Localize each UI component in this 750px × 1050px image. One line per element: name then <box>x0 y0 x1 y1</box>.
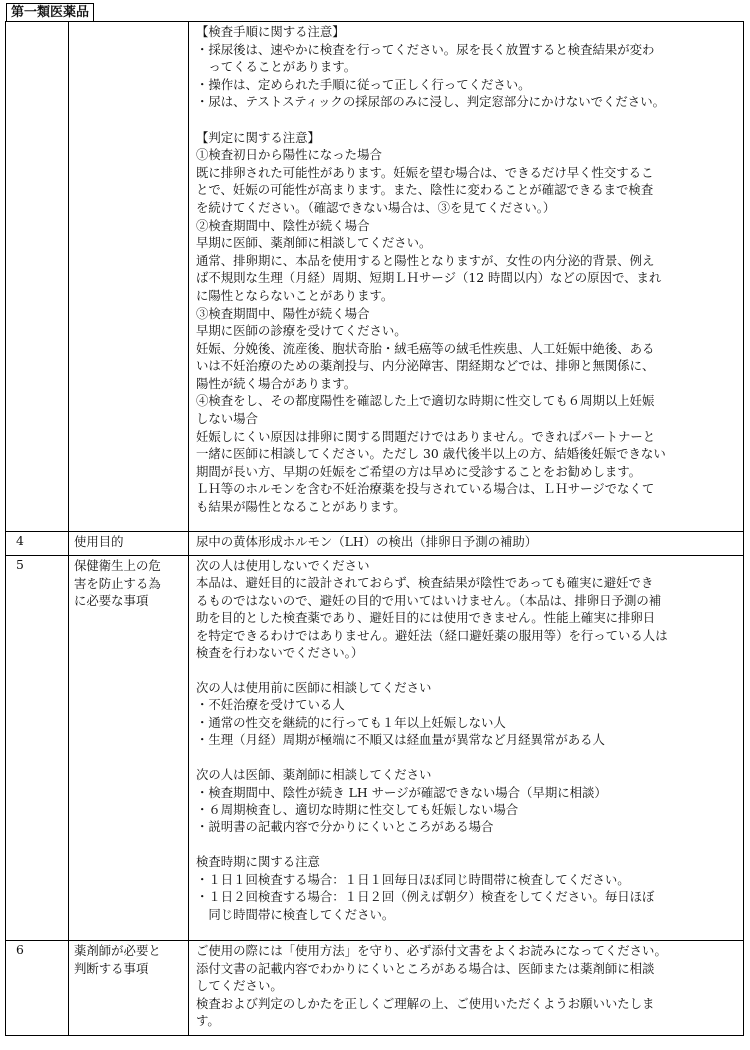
text-line: してください。 <box>196 978 283 994</box>
text-line: ・生理（月経）周期が極端に不順又は経血量が異常など月経異常がある人 <box>196 732 605 748</box>
text-line <box>196 749 739 767</box>
table-row-pharmacist <box>6 941 744 1036</box>
text-line: 妊娠、分娩後、流産後、胞状奇胎・絨毛癌等の絨毛性疾患、人工妊娠中絶後、ある <box>196 340 655 356</box>
text-line: 同じ時間帯に検査してください。 <box>196 906 395 922</box>
text-line: しない場合 <box>196 411 258 427</box>
text-line: 添付文書の記載内容でわかりにくいところがある場合は、医師または薬剤師に相談 <box>196 960 655 976</box>
text-line: 妊娠しにくい原因は排卵に関する問題だけではありません。できればパートナーと <box>196 428 656 444</box>
pharmacist-text <box>196 942 739 1030</box>
row-number: 5 <box>6 556 69 941</box>
text-line: 検査時期に関する注意 <box>196 854 320 870</box>
purpose-text <box>196 533 739 551</box>
text-line: 助を目的とした検査薬であり、避妊目的には使用できません。性能上確実に排卵日 <box>196 610 656 626</box>
text-line: も結果が陽性となることがあります。 <box>196 499 406 515</box>
text-line: を続けてください。（確認できない場合は、③を見てください。） <box>196 199 556 215</box>
text-line: ②検査期間中、陰性が続く場合 <box>196 217 370 233</box>
precautions-text <box>196 557 739 923</box>
text-line: ③検査期間中、陽性が続く場合 <box>196 305 370 321</box>
item-label-lines <box>74 557 186 610</box>
text-line: とで、妊娠の可能性が高まります。また、陰性に変わることが確認できるまで検査 <box>196 182 654 198</box>
text-line: 陽性が続く場合があります。 <box>196 375 357 391</box>
row-number-cell <box>6 22 69 532</box>
text-line: 害を防止する為 <box>74 575 161 591</box>
text-line <box>196 836 739 854</box>
row-number: 6 <box>6 941 69 1036</box>
text-line: ・採尿後は、速やかに検査を行ってください。尿を長く放置すると検査結果が変わ <box>196 41 655 57</box>
text-line: 期間が長い方、早期の妊娠をご希望の方は早めに受診することをお勧めします。 <box>196 463 642 479</box>
info-table <box>5 21 744 1036</box>
item-label <box>69 556 189 941</box>
text-line: 早期に医師の診療を受けてください。 <box>196 323 407 339</box>
text-line: 【検査手順に関する注意】 <box>196 24 345 39</box>
text-line <box>196 661 739 679</box>
content-cell <box>189 941 744 1036</box>
item-label-lines <box>74 942 186 977</box>
text-line: ば不規則な生理（月経）周期、短期ＬＨサージ（12 時間以内）などの原因で、まれ <box>196 270 662 286</box>
text-line: るものではないので、避妊の目的で用いてはいけません。（本品は、排卵日予測の補 <box>196 592 662 608</box>
text-line: ・説明書の記載内容で分かりにくいところがある場合 <box>196 819 494 835</box>
item-label <box>69 532 189 556</box>
text-line: ＬＨ等のホルモンを含む不妊治療薬を投与されている場合は、ＬＨサージでなくて <box>196 481 655 497</box>
text-line: ・６周期検査し、適切な時期に性交しても妊娠しない場合 <box>196 802 519 818</box>
text-line: を特定できるわけではありません。避妊法（経口避妊薬の服用等）を行っている人は <box>196 627 668 643</box>
text-line: ・不妊治療を受けている人 <box>196 697 345 713</box>
row-number: 4 <box>6 532 69 556</box>
text-line: 次の人は使用しないでください <box>196 558 370 573</box>
text-line: ・１日１回検査する場合：１日１回毎日ほぼ同じ時間帯に検査してください。 <box>196 871 630 887</box>
table-row-continuation <box>6 22 744 532</box>
text-line: 次の人は使用前に医師に相談してください <box>196 680 432 696</box>
text-line: 本品は、避妊目的に設計されておらず、検査結果が陰性であっても確実に避妊でき <box>196 575 654 591</box>
text-line: 【判定に関する注意】 <box>196 129 320 145</box>
text-line: 使用目的 <box>74 534 124 549</box>
item-cell <box>69 22 189 532</box>
text-line: 次の人は医師、薬剤師に相談してください <box>196 767 432 783</box>
content-lines <box>196 23 739 516</box>
text-line: 検査および判定のしかたを正しくご理解の上、ご使用いただくようお願いいたしま <box>196 995 655 1011</box>
text-line: ・検査期間中、陰性が続き LH サージが確認できない場合（早期に相談） <box>196 784 607 800</box>
table-row-purpose <box>6 532 744 556</box>
table-row-precautions <box>6 556 744 941</box>
text-line: ・操作は、定められた手順に従って正しく行ってください。 <box>196 76 531 92</box>
text-line: 薬剤師が必要と <box>74 943 161 958</box>
text-line: ってくることがあります。 <box>196 59 357 75</box>
content-cell <box>189 22 744 532</box>
text-line: ・１日２回検査する場合：１日２回（例えば朝夕）検査をしてください。毎日ほぼ <box>196 889 655 905</box>
text-line: 一緒に医師に相談してください。ただし 30 歳代後半以上の方、結婚後妊娠できない <box>196 446 666 462</box>
text-line: ①検査初日から陽性になった場合 <box>196 147 382 163</box>
text-line: 通常、排卵期に、本品を使用すると陽性となりますが、女性の内分泌的背景、例え <box>196 252 655 268</box>
text-line: す。 <box>196 1013 220 1029</box>
text-line: 検査を行わないでください。） <box>196 645 364 661</box>
text-line <box>196 111 739 129</box>
text-line: に陽性とならないことがあります。 <box>196 287 394 303</box>
text-line: 早期に医師、薬剤師に相談してください。 <box>196 235 432 251</box>
text-line: 既に排卵された可能性があります。妊娠を望む場合は、できるだけ早く性交するこ <box>196 164 654 180</box>
text-line: 判断する事項 <box>74 960 149 976</box>
content-cell <box>189 532 744 556</box>
text-line: いは不妊治療のための薬剤投与、内分泌障害、閉経期などでは、排卵と無関係に、 <box>196 358 655 374</box>
text-line: 尿中の黄体形成ホルモン（LH）の検出（排卵日予測の補助） <box>196 534 538 549</box>
text-line: ・通常の性交を継続的に行っても１年以上妊娠しない人 <box>196 714 506 730</box>
item-label-lines <box>74 533 186 551</box>
item-label <box>69 941 189 1036</box>
text-line: ④検査をし、その都度陽性を確認した上で適切な時期に性交しても６周期以上妊娠 <box>196 393 655 409</box>
text-line: に必要な事項 <box>74 593 149 609</box>
category-label: 第一類医薬品 <box>6 3 94 22</box>
text-line: 保健衛生上の危 <box>74 558 161 573</box>
text-line: ・尿は、テストスティックの採尿部のみに浸し、判定窓部分にかけないでください。 <box>196 94 665 110</box>
text-line: ご使用の際には「使用方法」を守り、必ず添付文書をよくお読みになってください。 <box>196 943 667 958</box>
content-cell <box>189 556 744 941</box>
